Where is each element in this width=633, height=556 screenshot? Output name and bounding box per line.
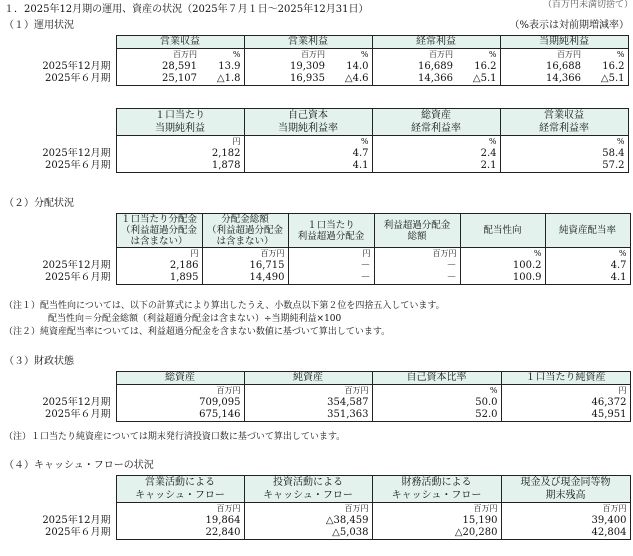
- cell: 22,840: [116, 527, 244, 540]
- unit-label: %: [200, 49, 244, 61]
- period-label: 2025年12月期: [42, 60, 111, 72]
- unit-label: %: [545, 248, 630, 260]
- cell: 4.7: [244, 148, 372, 160]
- table-row: [0, 409, 630, 422]
- header-text: 純資産配当率: [558, 225, 616, 236]
- unit-label: 円: [116, 136, 244, 148]
- cell: 709,095: [116, 397, 244, 409]
- cell: 13.9: [200, 61, 244, 73]
- period-label: 2025年12月期: [42, 514, 111, 526]
- period-label: 2025年６月期: [45, 271, 111, 283]
- cell: 42,804: [501, 527, 630, 540]
- header-text: 営業収益 経常利益率: [539, 110, 589, 134]
- header-cash-balance: [501, 476, 630, 503]
- header-ordinary-income: 経常利益: [372, 36, 500, 49]
- header-text: １口当たり分配金 （利益超過分配金 は含まない）: [120, 214, 197, 247]
- financial-heading: （３）財政状態: [4, 356, 74, 367]
- ratios-table: [0, 108, 629, 173]
- header-ordinary-margin: [500, 109, 628, 136]
- cell: 2,182: [116, 148, 244, 160]
- financial-table: [0, 371, 631, 422]
- table-row: [0, 397, 630, 409]
- cell: 14,366: [372, 73, 456, 86]
- header-text: 営業活動による キャッシュ・フロー: [135, 477, 225, 501]
- cell: 16.2: [584, 61, 628, 73]
- cell: －: [288, 260, 374, 272]
- operations-table: [0, 35, 629, 86]
- table-row: [0, 148, 628, 160]
- cashflow-heading: （４）キャッシュ・フローの状況: [4, 460, 154, 471]
- unit-label: 円: [288, 248, 374, 260]
- unit-label: 百万円: [501, 503, 630, 515]
- header-text: 利益超過分配金 総額: [383, 219, 451, 242]
- unit-label: %: [460, 248, 545, 260]
- header-text: １口当たり 利益超過分配金: [297, 219, 365, 242]
- cell: 1,895: [116, 272, 202, 285]
- unit-label: 百万円: [374, 248, 460, 260]
- cell: △38,459: [244, 515, 372, 527]
- cell: △5,038: [244, 527, 372, 540]
- distribution-note-formula: 配当性向＝分配金総額（利益超過分配金は含まない）÷当期純利益×100: [48, 314, 342, 324]
- cell: 16,689: [372, 61, 456, 73]
- period-label: 2025年12月期: [42, 147, 111, 159]
- cell: △1.8: [200, 73, 244, 86]
- unit-label: 百万円: [116, 49, 200, 61]
- cell: △5.1: [584, 73, 628, 86]
- header-text: 総資産 経常利益率: [411, 110, 461, 134]
- unit-label: %: [372, 136, 500, 148]
- cell: 354,587: [244, 397, 372, 409]
- header-financing-cf: [372, 476, 501, 503]
- currency-note: （百万円未満切捨て）: [542, 0, 633, 10]
- header-operating-income: 営業利益: [244, 36, 372, 49]
- unit-label: 百万円: [202, 248, 288, 260]
- distribution-heading: （２）分配状況: [4, 198, 74, 209]
- period-label: 2025年６月期: [45, 72, 111, 84]
- cell: 39,400: [501, 515, 630, 527]
- section-title: １．2025年12月期の運用、資産の状況（2025年７月１日～2025年12月31日）: [4, 4, 369, 15]
- unit-label: 百万円: [500, 49, 584, 61]
- header-payout-ratio: [460, 214, 545, 248]
- unit-label: 百万円: [116, 503, 244, 515]
- period-label: 2025年６月期: [45, 408, 111, 420]
- operations-change-note: （%表示は対前期増減率）: [509, 20, 629, 31]
- header-eps: [116, 109, 244, 136]
- cell: 100.2: [460, 260, 545, 272]
- header-roe: [244, 109, 372, 136]
- header-excess-total: [374, 214, 460, 248]
- unit-label: 円: [116, 248, 202, 260]
- unit-label: %: [328, 49, 372, 61]
- cell: △20,280: [372, 527, 501, 540]
- cell: 14,366: [500, 73, 584, 86]
- cell: 57.2: [500, 160, 628, 173]
- distribution-table: [0, 213, 631, 285]
- financial-note: （注）１口当たり純資産については期末発行済投資口数に基づいて算出しています。: [4, 432, 346, 442]
- cell: 2.1: [372, 160, 500, 173]
- header-investing-cf: [244, 476, 372, 503]
- cell: 58.4: [500, 148, 628, 160]
- distribution-note-1: （注１）配当性向については、以下の計算式により算出したうえ、小数点以下第２位を四捨五入しています。: [4, 301, 445, 311]
- cell: －: [288, 272, 374, 285]
- cell: 2.4: [372, 148, 500, 160]
- cell: －: [374, 272, 460, 285]
- header-nav-per-unit: １口当たり純資産: [501, 372, 630, 385]
- header-total-distribution: [202, 214, 288, 248]
- table-row: [0, 160, 628, 173]
- header-roa: [372, 109, 500, 136]
- cell: 46,372: [501, 397, 630, 409]
- header-text: 財務活動による キャッシュ・フロー: [391, 477, 482, 501]
- header-net-asset-ratio: [545, 214, 630, 248]
- unit-label: 百万円: [116, 385, 244, 397]
- cell: 675,146: [116, 409, 244, 422]
- cell: 16,715: [202, 260, 288, 272]
- unit-label: %: [372, 385, 501, 397]
- cell: －: [374, 260, 460, 272]
- header-text: 現金及び現金同等物 期末残高: [520, 477, 611, 501]
- table-row: [0, 515, 630, 527]
- unit-label: 百万円: [372, 503, 501, 515]
- cell: 52.0: [372, 409, 501, 422]
- unit-label: 百万円: [372, 49, 456, 61]
- unit-label: 百万円: [244, 503, 372, 515]
- header-text: 配当性向: [483, 225, 522, 236]
- cell: 4.1: [545, 272, 630, 285]
- header-text: １口当たり 当期純利益: [155, 110, 205, 134]
- header-text: 分配金総額 （利益超過分配金 は含まない）: [206, 214, 283, 247]
- table-row: [0, 527, 630, 540]
- cell: 25,107: [116, 73, 200, 86]
- unit-label: %: [500, 136, 628, 148]
- cell: 351,363: [244, 409, 372, 422]
- cell: 14,490: [202, 272, 288, 285]
- cell: 45,951: [501, 409, 630, 422]
- header-text: 自己資本 当期純利益率: [278, 110, 338, 134]
- period-label: 2025年６月期: [45, 526, 111, 538]
- distribution-note-2: （注２）純資産配当率については、利益超過分配金を含まない数値に基づいて算出しています。: [4, 327, 391, 337]
- cell: 2,186: [116, 260, 202, 272]
- cell: 14.0: [328, 61, 372, 73]
- cell: △5.1: [456, 73, 500, 86]
- header-dps: [116, 214, 202, 248]
- cell: 50.0: [372, 397, 501, 409]
- cell: 19,309: [244, 61, 328, 73]
- cell: 100.9: [460, 272, 545, 285]
- period-label: 2025年６月期: [45, 159, 111, 171]
- cell: 28,591: [116, 61, 200, 73]
- header-operating-revenue: 営業収益: [116, 36, 244, 49]
- unit-label: 円: [501, 385, 630, 397]
- header-operating-cf: [116, 476, 244, 503]
- cell: 15,190: [372, 515, 501, 527]
- cell: △4.6: [328, 73, 372, 86]
- header-text: 投資活動による キャッシュ・フロー: [263, 477, 353, 501]
- table-row: [0, 61, 628, 73]
- cell: 4.1: [244, 160, 372, 173]
- cell: 19,864: [116, 515, 244, 527]
- cell: 16,688: [500, 61, 584, 73]
- table-row: [0, 272, 630, 285]
- unit-label: 百万円: [244, 385, 372, 397]
- cell: 1,878: [116, 160, 244, 173]
- unit-label: %: [244, 136, 372, 148]
- cell: 4.7: [545, 260, 630, 272]
- period-label: 2025年12月期: [42, 396, 111, 408]
- header-excess-dps: [288, 214, 374, 248]
- cell: 16,935: [244, 73, 328, 86]
- header-net-assets: 純資産: [244, 372, 372, 385]
- header-net-income: 当期純利益: [500, 36, 628, 49]
- unit-label: 百万円: [244, 49, 328, 61]
- period-label: 2025年12月期: [42, 259, 111, 271]
- cashflow-table: [0, 475, 631, 540]
- table-row: [0, 260, 630, 272]
- operations-heading: （１）運用状況: [4, 20, 74, 31]
- unit-label: %: [456, 49, 500, 61]
- header-equity-ratio: 自己資本比率: [372, 372, 501, 385]
- header-total-assets: 総資産: [116, 372, 244, 385]
- cell: 16.2: [456, 61, 500, 73]
- table-row: [0, 73, 628, 86]
- unit-label: %: [584, 49, 628, 61]
